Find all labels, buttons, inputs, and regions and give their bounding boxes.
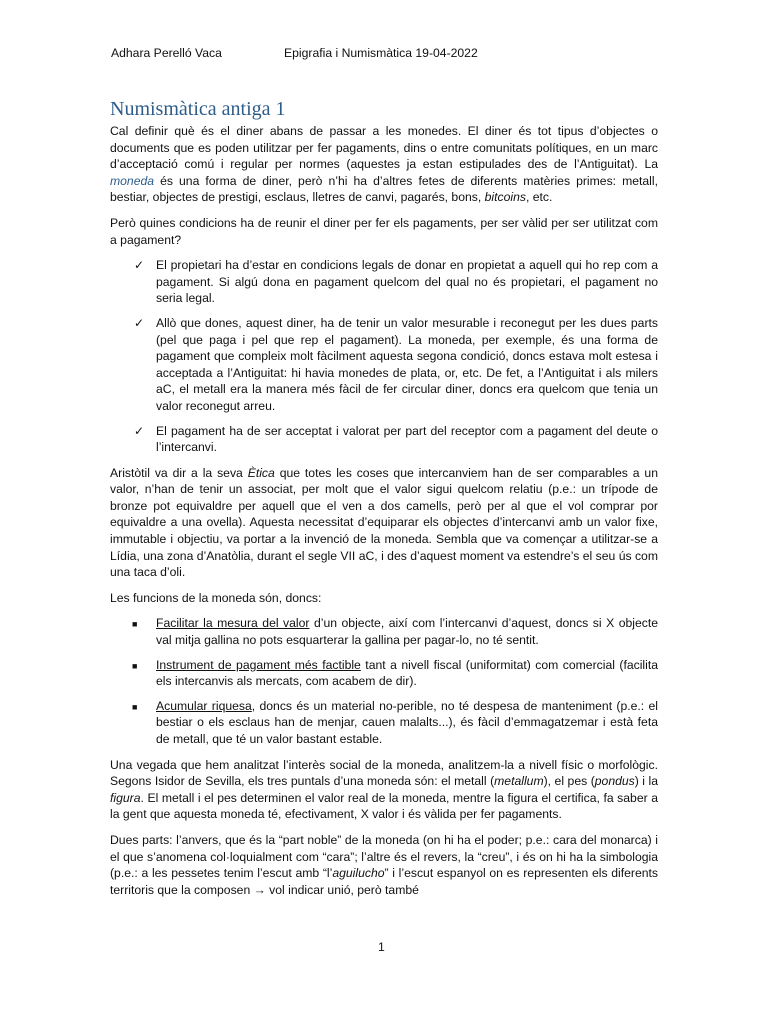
check-item: ✓ El pagament ha de ser acceptat i valorat per part del receptor com a pagament del deute o l’intercanvi. — [134, 423, 658, 455]
paragraph-two-parts: Dues parts: l’anvers, que és la “part noble” de la moneda (on hi ha el poder; p.e.: cara del monarca) i el que s’anomena col·loquialment com “cara”; l’altre és el revers, la “creu”, i és on hi ha la simbologia (p.e.: a les pessetes tenim l’escut amb “l’aguilucho” i l’escut espanyol on es representen els diferents territoris que la composen → vol indicar unió, però també — [110, 832, 658, 897]
arrow-right-icon: → — [253, 882, 266, 897]
header-course: Epigrafia i Numismàtica 19-04-2022 — [284, 46, 478, 60]
paragraph-morphology: Una vegada que hem analitzat l’interès social de la moneda, analitzem-la a nivell físic o morfològic. Segons Isidor de Sevilla, els tres puntals d’una moneda són: el metall (metallum), el pes (pondus) i la figura. El metall i el pes determinen el valor real de la moneda, mentre la figura el certifica, fa saber a la gent que aquesta moneda té, efectivament, X valor i és vàlida per fer pagaments. — [110, 757, 659, 822]
bullet-item: ■ Acumular riquesa, doncs és un material no-perible, no té despesa de manteniment (p.e.: el bestiar o els esclaus han de menjar, cauen malalts...), és fàcil d’emmagatzemar i està feta de metall, que té un valor bastant estable. — [132, 698, 658, 746]
term-moneda: moneda — [110, 173, 155, 188]
checkmark-icon: ✓ — [134, 315, 145, 330]
checkmark-icon: ✓ — [134, 423, 145, 438]
checkmark-icon: ✓ — [134, 258, 145, 273]
term-aguilucho: aguilucho — [332, 866, 385, 881]
paragraph-definition: Cal definir què és el diner abans de passar a les monedes. El diner és tot tipus d’objectes o documents que es poden utilitzar per fer pagaments, dins o entre comunitats polítiques, en un marc d’acceptació comú i regular per normes (aquestes ja estan estipulades des de l’Antiguitat). La moneda és una forma de diner, però n’hi ha d’altres fetes de diferents matèries primes: metall, bestiar, objectes de prestigi, esclaus, lletres de canvi, pagarés, bons, bitcoins, etc. — [110, 124, 658, 205]
page-number: 1 — [378, 940, 385, 954]
bullet-item: ■ Instrument de pagament més factible tant a nivell fiscal (uniformitat) com comercial (facilita els intercanvis als mercats, com acabem de dir). — [132, 657, 658, 689]
check-item: ✓ Allò que dones, aquest diner, ha de tenir un valor mesurable i reconegut per les dues parts (pel que paga i pel que rep el pagament). La moneda, per exemple, és una forma de pagament que compleix molt fàcilment aquesta segona condició, doncs estava molt estesa i acceptada a l’Antiguitat: hi havia monedes de plata, or, etc. De fet, a l’Antiguitat i als milers aC, el metall era la manera més fàcil de fer circular diner, doncs era quelcom que tenia un valor reconegut arreu. — [134, 315, 658, 413]
document-body — [110, 123, 658, 907]
check-item: ✓ El propietari ha d’estar en condicions legals de donar en propietat a aquell qui ho rep com a pagament. Si algú dona en pagament quelcom del qual no és propietari, el pagament no seria legal. — [134, 258, 658, 306]
section-title: Numismàtica antiga 1 — [110, 98, 286, 120]
header-author: Adhara Perelló Vaca — [111, 46, 222, 60]
bullet-list — [110, 615, 658, 747]
square-bullet-icon: ■ — [132, 660, 138, 671]
square-bullet-icon: ■ — [132, 619, 138, 630]
paragraph-aristotle: Aristòtil va dir a la seva Ètica que totes les coses que intercanviem han de ser comparables a un valor, n’han de tenir un associat, per molt que el valor sigui quelcom relatiu (p.e.: un trípode de bronze pot equivaldre per aquell que el ven a dos camells, però per al que el vol comprar por equivaldre a una ovella). Aquesta necessitat d’equiparar els objectes d’intercanvi amb un valor fixe, immutable i objectiu, va portar a la invenció de la moneda. Sembla que va començar a utilitzar-se a Lídia, una zona d’Anatòlia, durant el segle VII aC, i des d’aquest moment va estendre’s el seu ús com una taca d’oli. — [110, 465, 658, 580]
term-bitcoins: bitcoins — [484, 190, 526, 205]
term-figura: figura — [110, 790, 141, 805]
paragraph-functions-intro: Les funcions de la moneda són, doncs: — [110, 590, 322, 605]
check-list — [110, 257, 658, 456]
term-pondus: pondus — [594, 774, 635, 789]
term-etica: Ètica — [247, 465, 275, 480]
square-bullet-icon: ■ — [132, 701, 138, 712]
bullet-item: ■ Facilitar la mesura del valor d’un objecte, així com l’intercanvi d’aquest, doncs si X objecte val mitja gallina no pots esquarterar la gallina per pagar-lo, no té sentit. — [132, 616, 659, 648]
paragraph-question: Però quines condicions ha de reunir el diner per fer els pagaments, per ser vàlid per ser utilitzat com a pagament? — [110, 215, 658, 247]
term-metallum: metallum — [494, 774, 544, 789]
